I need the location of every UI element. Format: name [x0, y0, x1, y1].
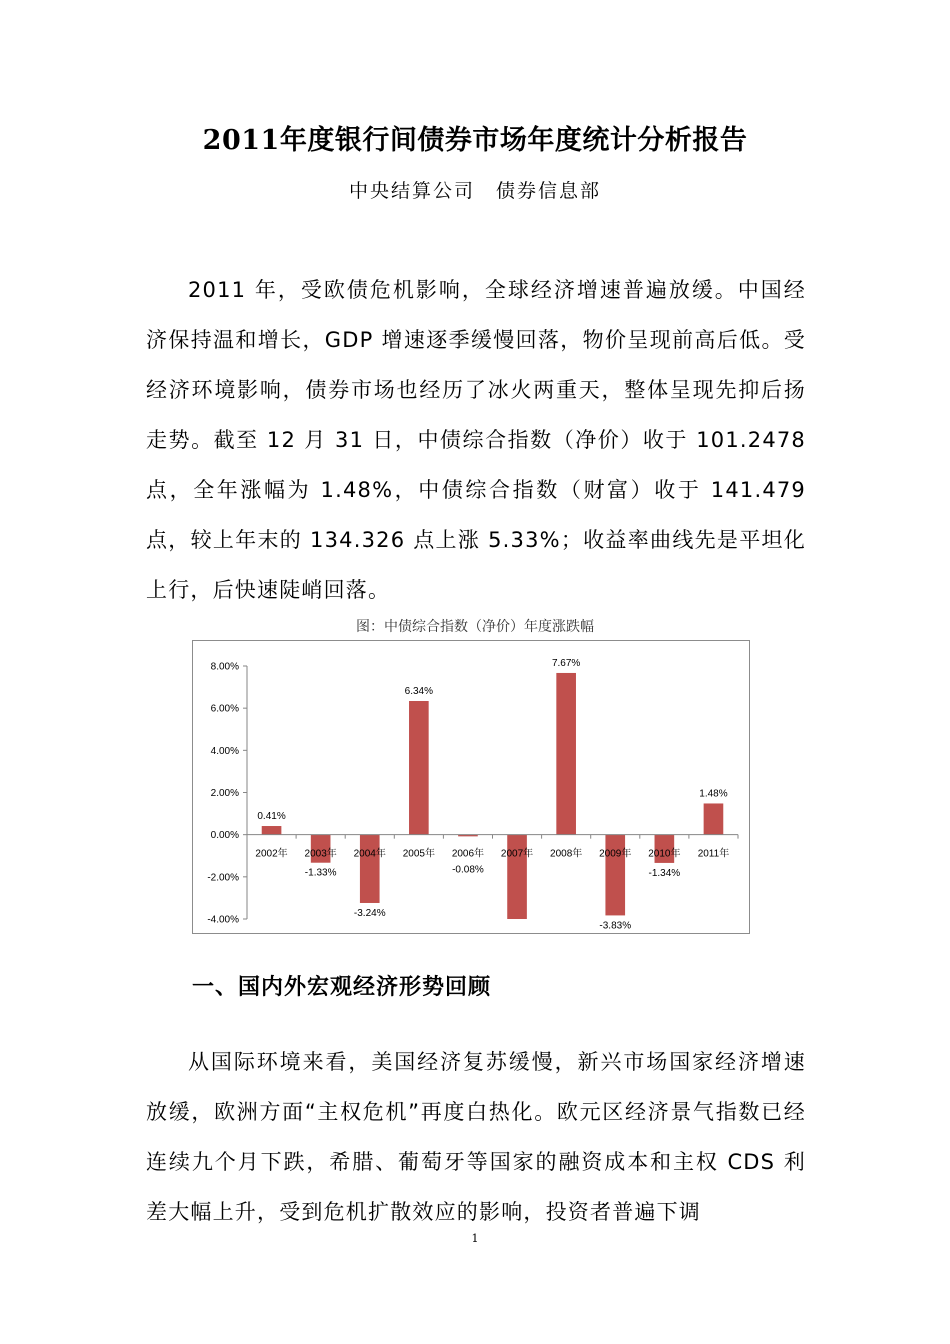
x-tick-label: 2007年 [500, 848, 534, 860]
x-tick-label: 2010年 [648, 848, 681, 860]
data-label: -0.08% [452, 864, 484, 876]
chart-bar [409, 701, 429, 835]
data-label: 7.67% [551, 657, 581, 669]
y-tick-label: 0.00% [210, 830, 239, 842]
data-label: 6.34% [404, 685, 434, 697]
chart-bar [704, 803, 724, 834]
x-tick-label: 2002年 [255, 848, 288, 860]
y-tick-label: -4.00% [207, 914, 239, 926]
chart-svg [193, 641, 749, 933]
x-tick-label: 2004年 [353, 848, 386, 860]
section-heading: 一、国内外宏观经济形势回顾 [192, 974, 492, 1000]
x-tick-label: 2008年 [550, 848, 583, 860]
chart-bar [556, 673, 576, 835]
data-label: -1.34% [648, 867, 681, 879]
bar-chart [192, 640, 750, 934]
page-number: 1 [471, 1232, 479, 1245]
chart-bar [605, 835, 625, 916]
y-tick-label: 8.00% [210, 661, 239, 673]
y-tick-label: 4.00% [210, 745, 239, 757]
section-paragraph: 从国际环境来看，美国经济复苏缓慢，新兴市场国家经济增速放缓，欧洲方面“主权危机”再度白热化。欧元区经济景气指数已经连续九个月下跌，希腊、葡萄牙等国家的融资成本和主权 CDS 利差大幅上升，受到危机扩散效应的影响，投资者普遍下调 [146, 1050, 806, 1224]
data-label: -3.83% [599, 920, 632, 932]
data-label: -1.33% [304, 867, 337, 879]
x-tick-label: 2009年 [599, 848, 632, 860]
data-label: 1.48% [699, 788, 728, 800]
x-tick-label: 2005年 [402, 848, 435, 860]
y-tick-label: 2.00% [210, 788, 239, 799]
chart-caption: 图：中债综合指数（净价）年度涨跌幅 [356, 619, 594, 635]
document-subtitle: 中央结算公司 债券信息部 [348, 180, 601, 202]
y-tick-label: 6.00% [210, 703, 239, 715]
y-tick-label: -2.00% [207, 872, 239, 884]
chart-bar [507, 835, 527, 919]
chart-bar [262, 826, 282, 835]
document-title: 2011年度银行间债券市场年度统计分析报告 [202, 125, 748, 156]
data-label: 0.41% [257, 811, 286, 823]
x-tick-label: 2006年 [451, 848, 485, 860]
x-tick-label: 2011年 [697, 848, 730, 860]
intro-paragraph: 2011 年，受欧债危机影响，全球经济增速普遍放缓。中国经济保持温和增长，GDP 增速逐季缓慢回落，物价呈现前高后低。受经济环境影响，债券市场也经历了冰火两重天，整体呈现先抑后扬走势。截至 12 月 31 日，中债综合指数（净价）收于 101.2478 点，全年涨幅为 1.48%，中债综合指数（财富）收于 141.479 点，较上年末的 134.326 点上涨 5.33%；收益率曲线先是平坦化上行，后快速陡峭回落。 [146, 278, 806, 602]
x-tick-label: 2003年 [304, 848, 337, 860]
data-label: -3.24% [353, 907, 386, 919]
chart-bar [360, 835, 380, 903]
